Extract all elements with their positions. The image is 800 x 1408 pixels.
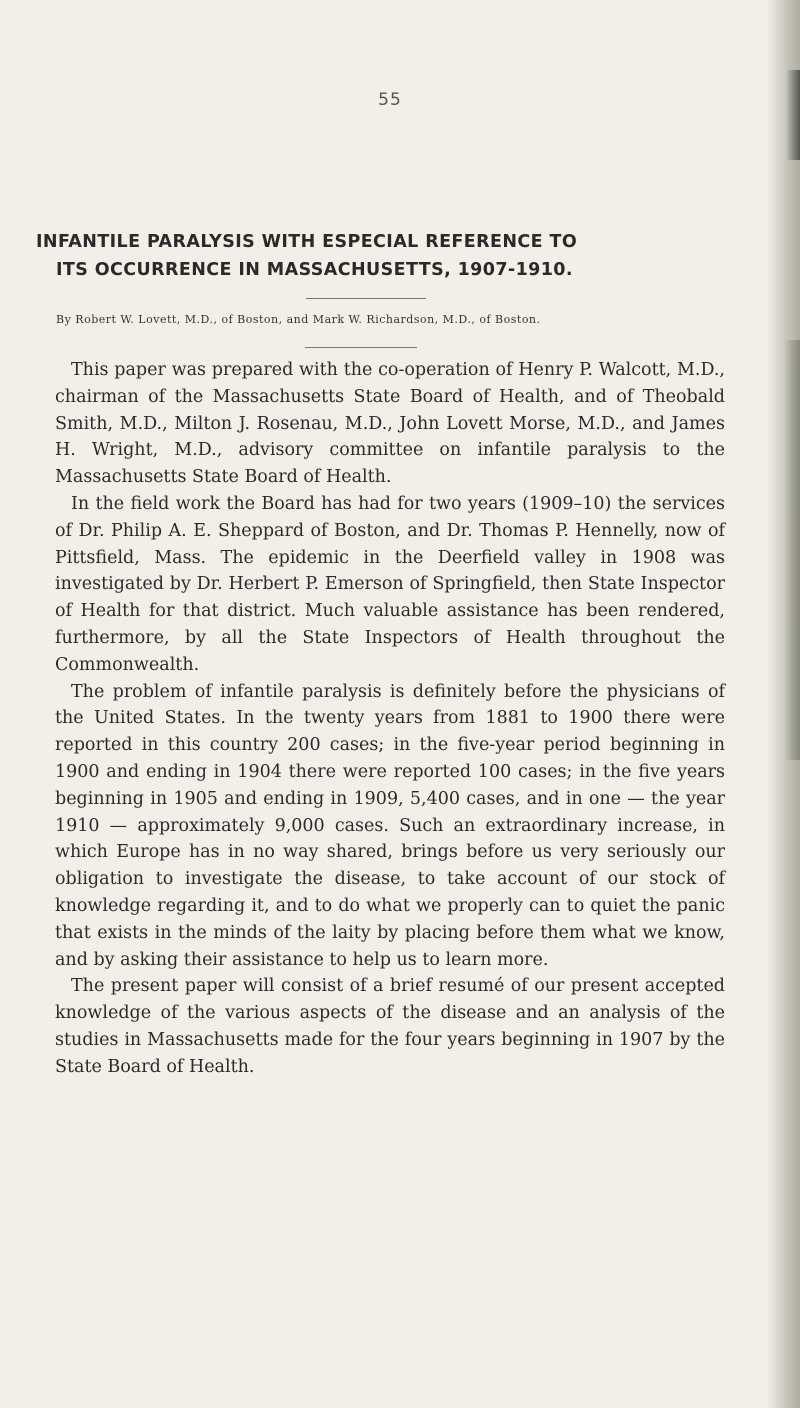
article-title-line-2: ITS OCCURRENCE IN MASSACHUSETTS, 1907-1910. <box>56 260 573 280</box>
page-edge-dark-band <box>786 70 800 160</box>
page-edge-shadow <box>766 0 800 1408</box>
paragraph-2: In the field work the Board has had for two years (1909–10) the services of Dr. Philip A. E. Sheppard of Boston, and Dr. Thomas P. Hennelly, now of Pittsfield, Mass. The epidemic in the Deerfield valley in 1908 was investigated by Dr. Herbert P. Emerson of Springfield, then State Inspector of Health for that district. Much valuable assistance has been rendered, furthermore, by all the State Inspectors of Health throughout the Commonwealth. <box>55 493 725 675</box>
paragraph-1: This paper was prepared with the co-operation of Henry P. Walcott, M.D., chairman of the Massachusetts State Board of Health, and of Theobald Smith, M.D., Milton J. Rosenau, M.D., John Lovett Morse, M.D., and James H. Wright, M.D., advisory committee on infantile paralysis to the Massachusetts State Board of Health. <box>55 360 725 488</box>
author-byline: By Robert W. Lovett, M.D., of Boston, and Mark W. Richardson, M.D., of Boston. <box>56 313 541 326</box>
article-title-line-1: INFANTILE PARALYSIS WITH ESPECIAL REFERENCE TO <box>36 232 578 252</box>
byline-divider <box>305 347 417 348</box>
article-title <box>36 228 736 284</box>
page-edge-dark-band <box>784 340 800 760</box>
article-body <box>55 357 725 1081</box>
paragraph-3: The problem of infantile paralysis is definitely before the physicians of the United States. In the twenty years from 1881 to 1900 there were reported in this country 200 cases; in the five-year period beginning in 1900 and ending in 1904 there were reported 100 cases; in the five years beginning in 1905 and ending in 1909, 5,400 cases, and in one — the year 1910 — approximately 9,000 cases. Such an extraordinary increase, in which Europe has in no way shared, brings before us very seriously our obligation to investigate the disease, to take account of our stock of knowledge regarding it, and to do what we properly can to quiet the panic that exists in the minds of the laity by placing before them what we know, and by asking their assistance to help us to learn more. <box>55 681 725 970</box>
page-number: 55 <box>378 90 402 110</box>
title-divider <box>306 298 426 299</box>
paragraph-4: The present paper will consist of a brief resumé of our present accepted knowledge of the various aspects of the disease and an analysis of the studies in Massachusetts made for the four years beginning in 1907 by the State Board of Health. <box>55 976 725 1077</box>
